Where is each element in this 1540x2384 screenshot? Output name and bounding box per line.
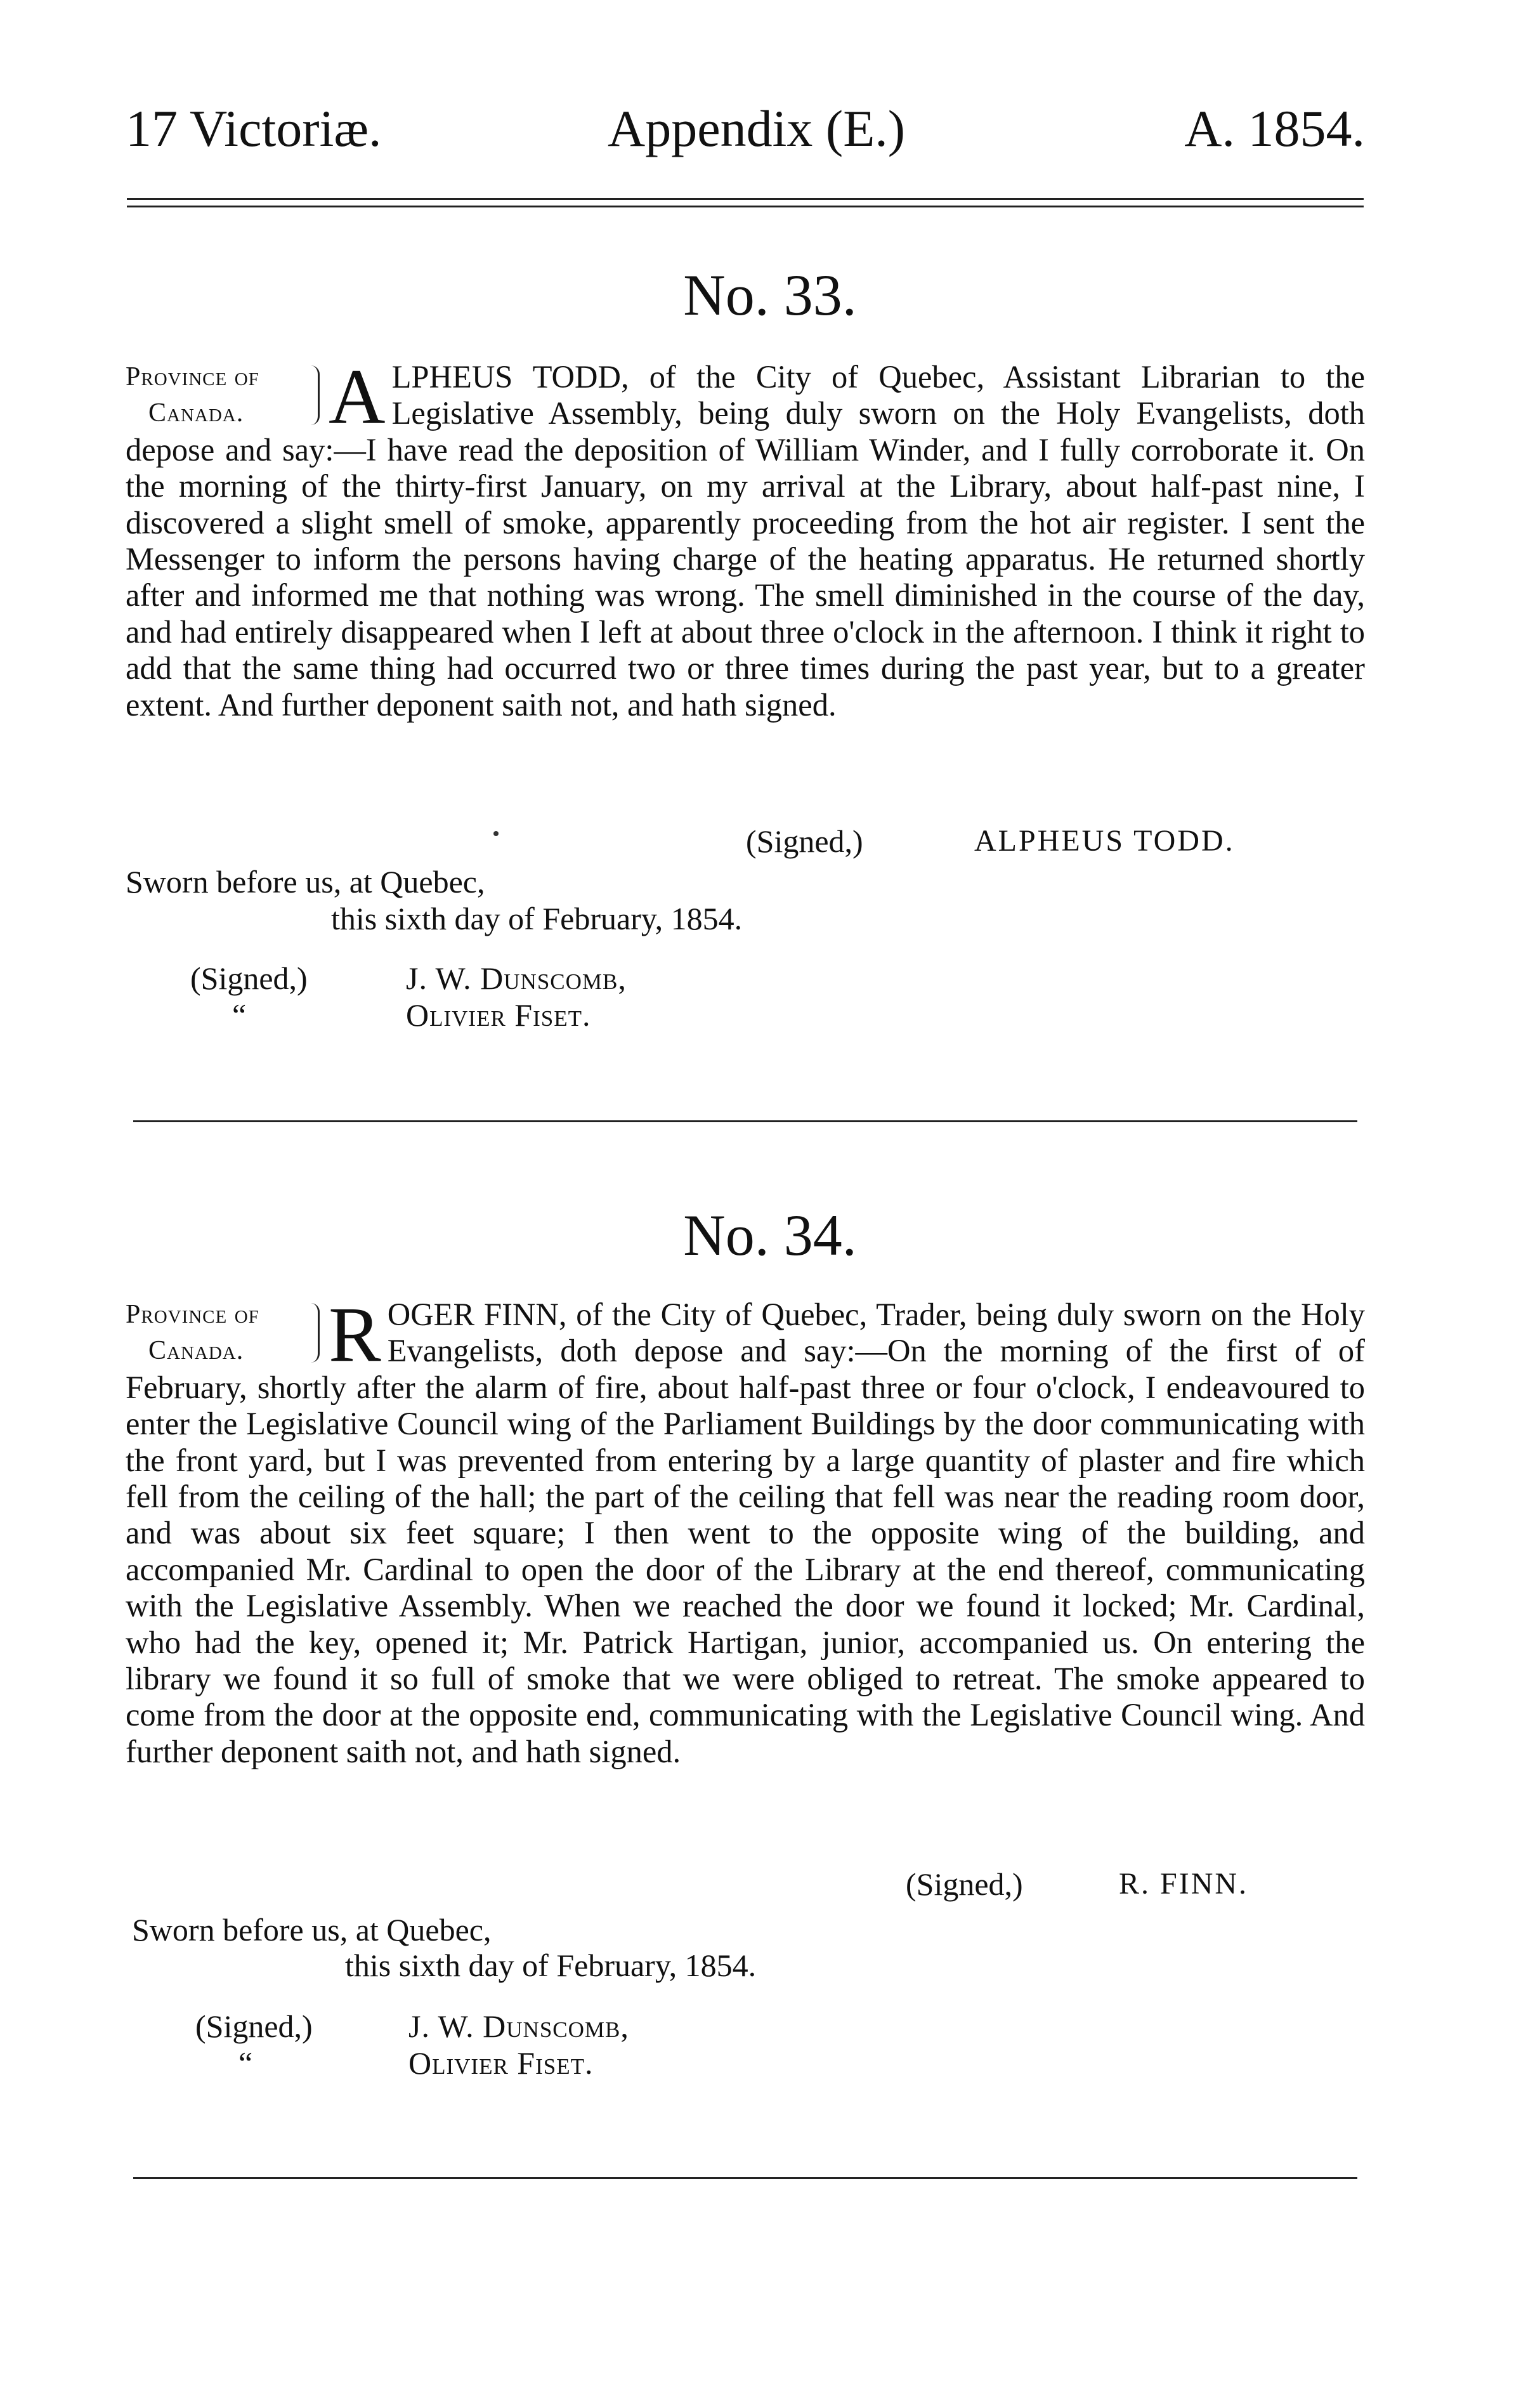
deponent-signature: R. FINN.	[1119, 1867, 1249, 1901]
ditto-mark: “	[238, 2045, 253, 2081]
page-header	[126, 94, 1365, 164]
drop-cap: R	[329, 1291, 381, 1378]
witness-name: J. W. Dunscomb,	[408, 2008, 629, 2044]
section-divider	[133, 1120, 1357, 1122]
ditto-mark: “	[232, 997, 247, 1033]
deponent-signature: ALPHEUS TODD.	[974, 824, 1235, 858]
header-appendix: Appendix (E.)	[608, 100, 906, 157]
province-bracket	[126, 359, 316, 432]
sworn-line: Sworn before us, at Quebec,	[132, 1912, 492, 1948]
province-bracket	[126, 1297, 316, 1370]
witness-signed-label: (Signed,)	[195, 2008, 313, 2044]
section-divider	[133, 2177, 1357, 2179]
deposition-body: LPHEUS TODD, of the City of Quebec, Assistant Librarian to the Legislative Assembly, being duly sworn on the Holy Evangelists, doth depose and say:—I have read the deposition of William Winder, and I fully corroborate it. On the morning of the thirty-first January, on my arrival at the Library, about half-past nine, I discovered a slight smell of smoke, apparently proceeding from the hot air register. I sent the Messenger to inform the persons having charge of the heating apparatus. He returned shortly after and informed me that nothing was wrong. The smell diminished in the course of the day, and had entirely disappeared when I left at about three o'clock in the afternoon. I think it right to add that the same thing had occurred two or three times during the past year, but to a greater extent. And further deponent saith not, and hath signed.	[126, 359, 1365, 723]
witness-name: J. W. Dunscomb,	[406, 960, 627, 996]
signed-label: (Signed,)	[906, 1866, 1023, 1902]
sworn-date: this sixth day of February, 1854.	[345, 1948, 757, 1983]
signed-label: (Signed,)	[746, 823, 863, 859]
header-year: A. 1854.	[1184, 100, 1365, 157]
sworn-line: Sworn before us, at Quebec,	[126, 864, 485, 900]
header-rule-top	[127, 198, 1364, 200]
deposition-body: OGER FINN, of the City of Quebec, Trader, being duly sworn on the Holy Evangelists, doth depose and say:—On the morning of the first of of February, shortly after the alarm of fire, about half-past three or four o'clock, I endeavoured to enter the Legislative Council wing of the Parliament Buildings by the door communicating with the front yard, but I was prevented from entering by a large quantity of plaster and fire which fell from the ceiling of the hall; the part of the ceiling that fell was near the reading room door, and was about six feet square; I then went to the opposite wing of the building, and accompanied Mr. Cardinal to open the door of the Library at the end thereof, communicating with the Legislative Assembly. When we reached the door we found it locked; Mr. Cardinal, who had the key, opened it; Mr. Patrick Hartigan, junior, accompanied us. On entering the library we found it so full of smoke that we were obliged to retreat. The smoke appeared to come from the door at the opposite end, communicating with the Legislative Council wing. And further deponent saith not, and hath signed.	[126, 1297, 1365, 1769]
sworn-date: this sixth day of February, 1854.	[331, 901, 743, 936]
drop-cap: A	[329, 353, 386, 440]
witness-name: Olivier Fiset.	[406, 997, 591, 1033]
ink-dot	[493, 831, 499, 836]
deposition-text	[126, 353, 1365, 723]
deposition-text	[126, 1291, 1365, 1770]
header-rule-bottom	[127, 206, 1364, 207]
province-label: Province of	[126, 1300, 259, 1329]
witness-name: Olivier Fiset.	[408, 2045, 594, 2081]
province-label: Province of	[126, 362, 259, 391]
canada-label: Canada.	[148, 398, 244, 428]
canada-label: Canada.	[148, 1336, 244, 1366]
document-number: No. 33.	[683, 263, 857, 327]
header-session: 17 Victoriæ.	[126, 100, 382, 157]
document-number: No. 34.	[683, 1203, 857, 1267]
witness-signed-label: (Signed,)	[190, 960, 308, 996]
